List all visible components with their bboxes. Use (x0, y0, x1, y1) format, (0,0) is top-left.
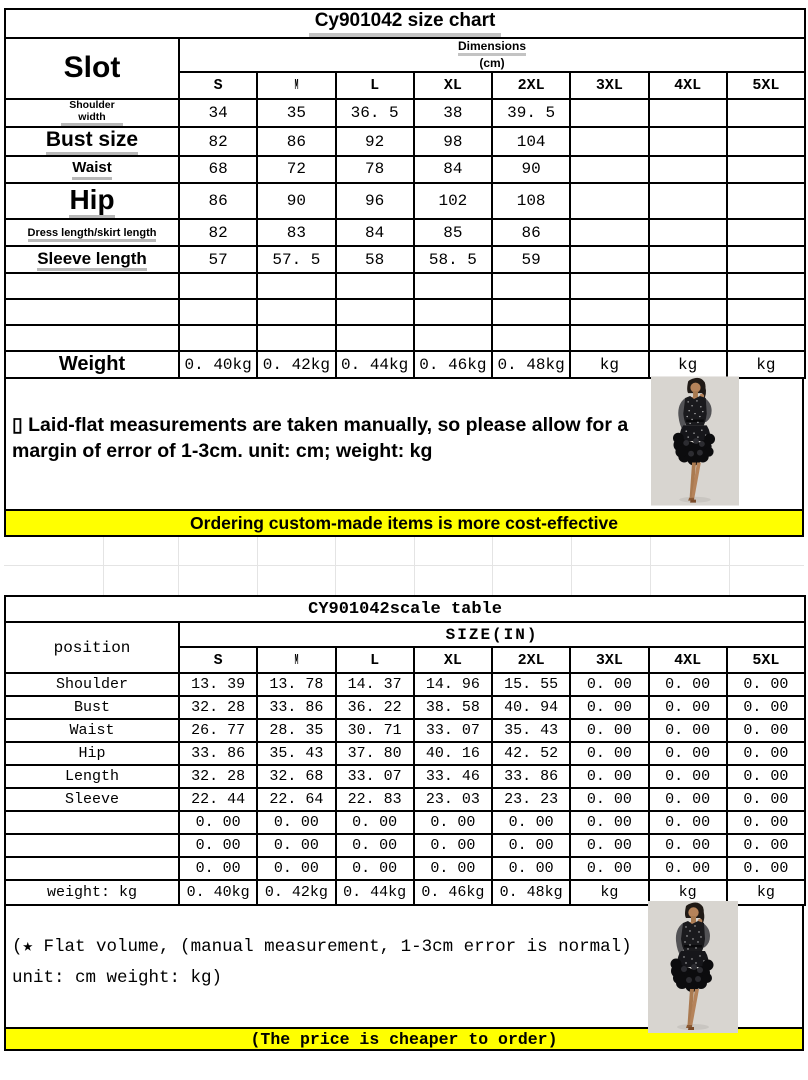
table-cell: 35 (257, 99, 335, 128)
table-cell: 83 (257, 219, 335, 246)
table-cell: 22. 64 (257, 788, 335, 811)
table-cell (727, 183, 805, 219)
row-label-cell: Weight (5, 351, 179, 378)
size-header-4xl: 4XL (649, 647, 727, 673)
table-cell: 0. 46kg (414, 880, 492, 905)
table-cell (649, 299, 727, 325)
table-cell: 22. 83 (336, 788, 414, 811)
table-cell (727, 246, 805, 273)
flat-volume-notice-text: (★ Flat volume, (manual measurement, 1-3cm error is normal) unit: cm weight: kg) (12, 937, 632, 988)
table2-corner-label: position (5, 622, 179, 673)
table-cell (492, 325, 570, 351)
table-cell: kg (649, 351, 727, 378)
size-header-2xl: 2XL (492, 647, 570, 673)
table-cell: 34 (179, 99, 257, 128)
row-label-cell: Waist (5, 719, 179, 742)
table-cell: 0. 00 (649, 742, 727, 765)
row-label-cell: Sleeve (5, 788, 179, 811)
table-row (5, 127, 805, 156)
table-cell: 23. 23 (492, 788, 570, 811)
table-cell (727, 219, 805, 246)
table-cell: 0. 00 (727, 673, 805, 696)
table-cell: 39. 5 (492, 99, 570, 128)
table-cell (570, 99, 648, 128)
row-label-cell: Shoulder width (5, 99, 179, 128)
table-cell: 0. 00 (570, 742, 648, 765)
size-header-xl: XL (414, 647, 492, 673)
table-cell: 0. 00 (727, 742, 805, 765)
table-cell: 13. 39 (179, 673, 257, 696)
table-cell (649, 183, 727, 219)
table-cell: kg (570, 351, 648, 378)
table-cell: 0. 42kg (257, 351, 335, 378)
table-cell (649, 99, 727, 128)
table-row (5, 834, 805, 857)
table-cell: 0. 00 (649, 857, 727, 880)
table-cell: 0. 00 (414, 834, 492, 857)
size-header-5xl: 5XL (727, 72, 805, 99)
table-cell: 32. 28 (179, 765, 257, 788)
table-cell (570, 325, 648, 351)
table-cell: 57. 5 (257, 246, 335, 273)
custom-made-banner (4, 509, 804, 537)
size-header-m: M (257, 72, 335, 99)
table-cell: 84 (336, 219, 414, 246)
table-cell: 22. 44 (179, 788, 257, 811)
table-cell: 30. 71 (336, 719, 414, 742)
table-cell: kg (649, 880, 727, 905)
table-row (5, 857, 805, 880)
table-cell: 33. 07 (336, 765, 414, 788)
table-cell: 33. 86 (492, 765, 570, 788)
table-cell: 0. 48kg (492, 880, 570, 905)
size-header-3xl: 3XL (570, 647, 648, 673)
table-cell (257, 325, 335, 351)
table-cell: 0. 00 (257, 857, 335, 880)
table-cell: 78 (336, 156, 414, 183)
table-cell: 33. 86 (257, 696, 335, 719)
size-header-3xl: 3XL (570, 72, 648, 99)
table-cell: 0. 00 (257, 811, 335, 834)
table-cell (727, 99, 805, 128)
table-cell: 0. 00 (414, 857, 492, 880)
table-cell (570, 299, 648, 325)
table-cell: 13. 78 (257, 673, 335, 696)
measurement-notice (4, 377, 804, 511)
table1-header-row (5, 38, 805, 72)
table-cell (492, 299, 570, 325)
table-row (5, 719, 805, 742)
table-row (5, 299, 805, 325)
table-cell: 40. 16 (414, 742, 492, 765)
table-row (5, 765, 805, 788)
table-cell: 0. 00 (570, 673, 648, 696)
table-cell: 59 (492, 246, 570, 273)
table-cell: 58 (336, 246, 414, 273)
table-cell: 0. 00 (727, 765, 805, 788)
size-chart-document (4, 8, 804, 1051)
table-cell: 85 (414, 219, 492, 246)
table-cell (727, 325, 805, 351)
table-cell (727, 273, 805, 299)
table-cell (570, 273, 648, 299)
size-header-l: L (336, 647, 414, 673)
table-cell (492, 273, 570, 299)
table-cell: 0. 44kg (336, 351, 414, 378)
table-cell: 0. 42kg (257, 880, 335, 905)
table-cell: 0. 00 (570, 788, 648, 811)
table-cell: 32. 68 (257, 765, 335, 788)
row-label-cell: Bust size (5, 127, 179, 156)
table-cell: 86 (257, 127, 335, 156)
table-cell (570, 183, 648, 219)
table-cell: 0. 00 (570, 811, 648, 834)
product-photo (647, 901, 739, 1033)
size-header-m: M (257, 647, 335, 673)
table-cell: 0. 00 (414, 811, 492, 834)
table-cell: 0. 00 (727, 696, 805, 719)
size-header-2xl: 2XL (492, 72, 570, 99)
row-label-cell: Bust (5, 696, 179, 719)
table-cell: 82 (179, 127, 257, 156)
size-chart-in-table (4, 595, 806, 906)
table-cell: 82 (179, 219, 257, 246)
table-cell: kg (727, 880, 805, 905)
table2-title-row (5, 596, 805, 622)
table-cell (414, 299, 492, 325)
custom-made-banner-text: Ordering custom-made items is more cost-effective (190, 512, 618, 533)
table-cell: 0. 40kg (179, 351, 257, 378)
table-cell: 90 (492, 156, 570, 183)
table1-title: Cy901042 size chart (5, 9, 805, 38)
table-row (5, 351, 805, 378)
table-cell: 0. 00 (179, 811, 257, 834)
table-cell: 0. 00 (336, 857, 414, 880)
table-row (5, 788, 805, 811)
table1-corner-label: Slot (5, 38, 179, 99)
table-cell: 33. 86 (179, 742, 257, 765)
table-cell: 0. 00 (649, 696, 727, 719)
table-cell (570, 219, 648, 246)
table-row (5, 273, 805, 299)
table-cell (649, 127, 727, 156)
table-row (5, 325, 805, 351)
row-label-cell: weight: kg (5, 880, 179, 905)
table-cell: 28. 35 (257, 719, 335, 742)
table-cell: 33. 46 (414, 765, 492, 788)
table-cell: 35. 43 (257, 742, 335, 765)
table-cell: 0. 00 (727, 788, 805, 811)
table-cell (336, 325, 414, 351)
table-cell (727, 156, 805, 183)
row-label-cell: Hip (5, 742, 179, 765)
row-label-cell: Hip (5, 183, 179, 219)
table-row (5, 742, 805, 765)
table-cell: 14. 37 (336, 673, 414, 696)
table-cell: 0. 00 (570, 834, 648, 857)
table-cell: 92 (336, 127, 414, 156)
table2-title: CY901042scale table (5, 596, 805, 622)
table-cell: 23. 03 (414, 788, 492, 811)
table-cell: 0. 00 (727, 719, 805, 742)
size-header-s: S (179, 647, 257, 673)
row-label-cell: Dress length/skirt length (5, 219, 179, 246)
row-label-cell (5, 857, 179, 880)
row-label-cell (5, 299, 179, 325)
table-cell: 86 (179, 183, 257, 219)
table-row (5, 811, 805, 834)
table1-title-row (5, 9, 805, 38)
table-cell: 0. 00 (649, 719, 727, 742)
table-cell: 0. 00 (179, 857, 257, 880)
table-cell (649, 156, 727, 183)
row-label-cell: Sleeve length (5, 246, 179, 273)
table-row (5, 696, 805, 719)
table-row (5, 673, 805, 696)
row-label-cell (5, 834, 179, 857)
table-cell: 0. 00 (570, 719, 648, 742)
table-cell: 0. 00 (570, 857, 648, 880)
size-header-5xl: 5XL (727, 647, 805, 673)
row-label-cell: Waist (5, 156, 179, 183)
row-label-cell (5, 325, 179, 351)
size-header-s: S (179, 72, 257, 99)
table-cell: 0. 40kg (179, 880, 257, 905)
table-cell (257, 299, 335, 325)
table-row (5, 246, 805, 273)
table-cell: 37. 80 (336, 742, 414, 765)
table-cell: 0. 48kg (492, 351, 570, 378)
table-cell: 0. 00 (649, 673, 727, 696)
flat-volume-notice (4, 904, 804, 1029)
price-order-banner-text: (The price is cheaper to order) (250, 1029, 558, 1049)
table-cell: 0. 00 (649, 765, 727, 788)
product-photo (651, 375, 739, 507)
table-row (5, 219, 805, 246)
table-cell: 0. 00 (649, 811, 727, 834)
spreadsheet-grid-gap (4, 537, 804, 595)
size-header-4xl: 4XL (649, 72, 727, 99)
table-cell: 0. 00 (336, 834, 414, 857)
table-cell (179, 325, 257, 351)
table-cell (414, 273, 492, 299)
table-cell: 0. 00 (179, 834, 257, 857)
table-cell: 32. 28 (179, 696, 257, 719)
table-cell: kg (727, 351, 805, 378)
table-cell (179, 299, 257, 325)
table2-header-row (5, 622, 805, 647)
table-cell: 40. 94 (492, 696, 570, 719)
table-cell: 35. 43 (492, 719, 570, 742)
table-cell: 0. 00 (257, 834, 335, 857)
table1-dimensions-header: Dimensions (cm) (179, 38, 805, 72)
row-label-cell (5, 273, 179, 299)
table-cell: 26. 77 (179, 719, 257, 742)
table2-size-in-header: SIZE(IN) (179, 622, 805, 647)
table-cell: 57 (179, 246, 257, 273)
size-chart-cm-table (4, 8, 806, 379)
table-cell (727, 299, 805, 325)
table-cell: 96 (336, 183, 414, 219)
table-cell: 0. 00 (649, 834, 727, 857)
table-cell (570, 127, 648, 156)
table-cell: 36. 22 (336, 696, 414, 719)
table-cell (649, 219, 727, 246)
table-cell (649, 325, 727, 351)
table-cell (257, 273, 335, 299)
table-cell: 84 (414, 156, 492, 183)
size-header-l: L (336, 72, 414, 99)
table-cell: kg (570, 880, 648, 905)
table-cell: 72 (257, 156, 335, 183)
table-cell: 33. 07 (414, 719, 492, 742)
table-cell: 0. 00 (492, 857, 570, 880)
table-cell: 15. 55 (492, 673, 570, 696)
table-cell: 0. 00 (727, 857, 805, 880)
table-cell (649, 273, 727, 299)
row-label-cell: Shoulder (5, 673, 179, 696)
table-cell: 0. 00 (492, 834, 570, 857)
table-cell: 0. 00 (727, 834, 805, 857)
table-cell: 68 (179, 156, 257, 183)
table-cell (570, 156, 648, 183)
table-cell: 0. 00 (570, 765, 648, 788)
table-cell: 102 (414, 183, 492, 219)
table-cell: 0. 00 (649, 788, 727, 811)
table-cell: 42. 52 (492, 742, 570, 765)
table-cell (727, 127, 805, 156)
table-cell: 0. 00 (492, 811, 570, 834)
table-cell: 58. 5 (414, 246, 492, 273)
table-cell: 0. 00 (336, 811, 414, 834)
table-row (5, 99, 805, 128)
table-cell: 14. 96 (414, 673, 492, 696)
row-label-cell: Length (5, 765, 179, 788)
table-cell: 0. 44kg (336, 880, 414, 905)
table-cell: 90 (257, 183, 335, 219)
table-cell: 108 (492, 183, 570, 219)
table-cell: 36. 5 (336, 99, 414, 128)
table-cell: 0. 46kg (414, 351, 492, 378)
table-cell: 0. 00 (727, 811, 805, 834)
table-cell: 38 (414, 99, 492, 128)
table-cell: 86 (492, 219, 570, 246)
table-cell (414, 325, 492, 351)
table-cell (336, 299, 414, 325)
table-row (5, 156, 805, 183)
table-cell: 38. 58 (414, 696, 492, 719)
size-header-xl: XL (414, 72, 492, 99)
table-cell: 98 (414, 127, 492, 156)
table-cell (179, 273, 257, 299)
table-cell: 0. 00 (570, 696, 648, 719)
table-cell (649, 246, 727, 273)
table-cell (570, 246, 648, 273)
measurement-notice-text: ▯ Laid-flat measurements are taken manually, so please allow for a margin of error of 1-3cm. unit: cm; weight: kg (12, 414, 629, 462)
row-label-cell (5, 811, 179, 834)
table-row (5, 183, 805, 219)
table-cell: 104 (492, 127, 570, 156)
table-cell (336, 273, 414, 299)
